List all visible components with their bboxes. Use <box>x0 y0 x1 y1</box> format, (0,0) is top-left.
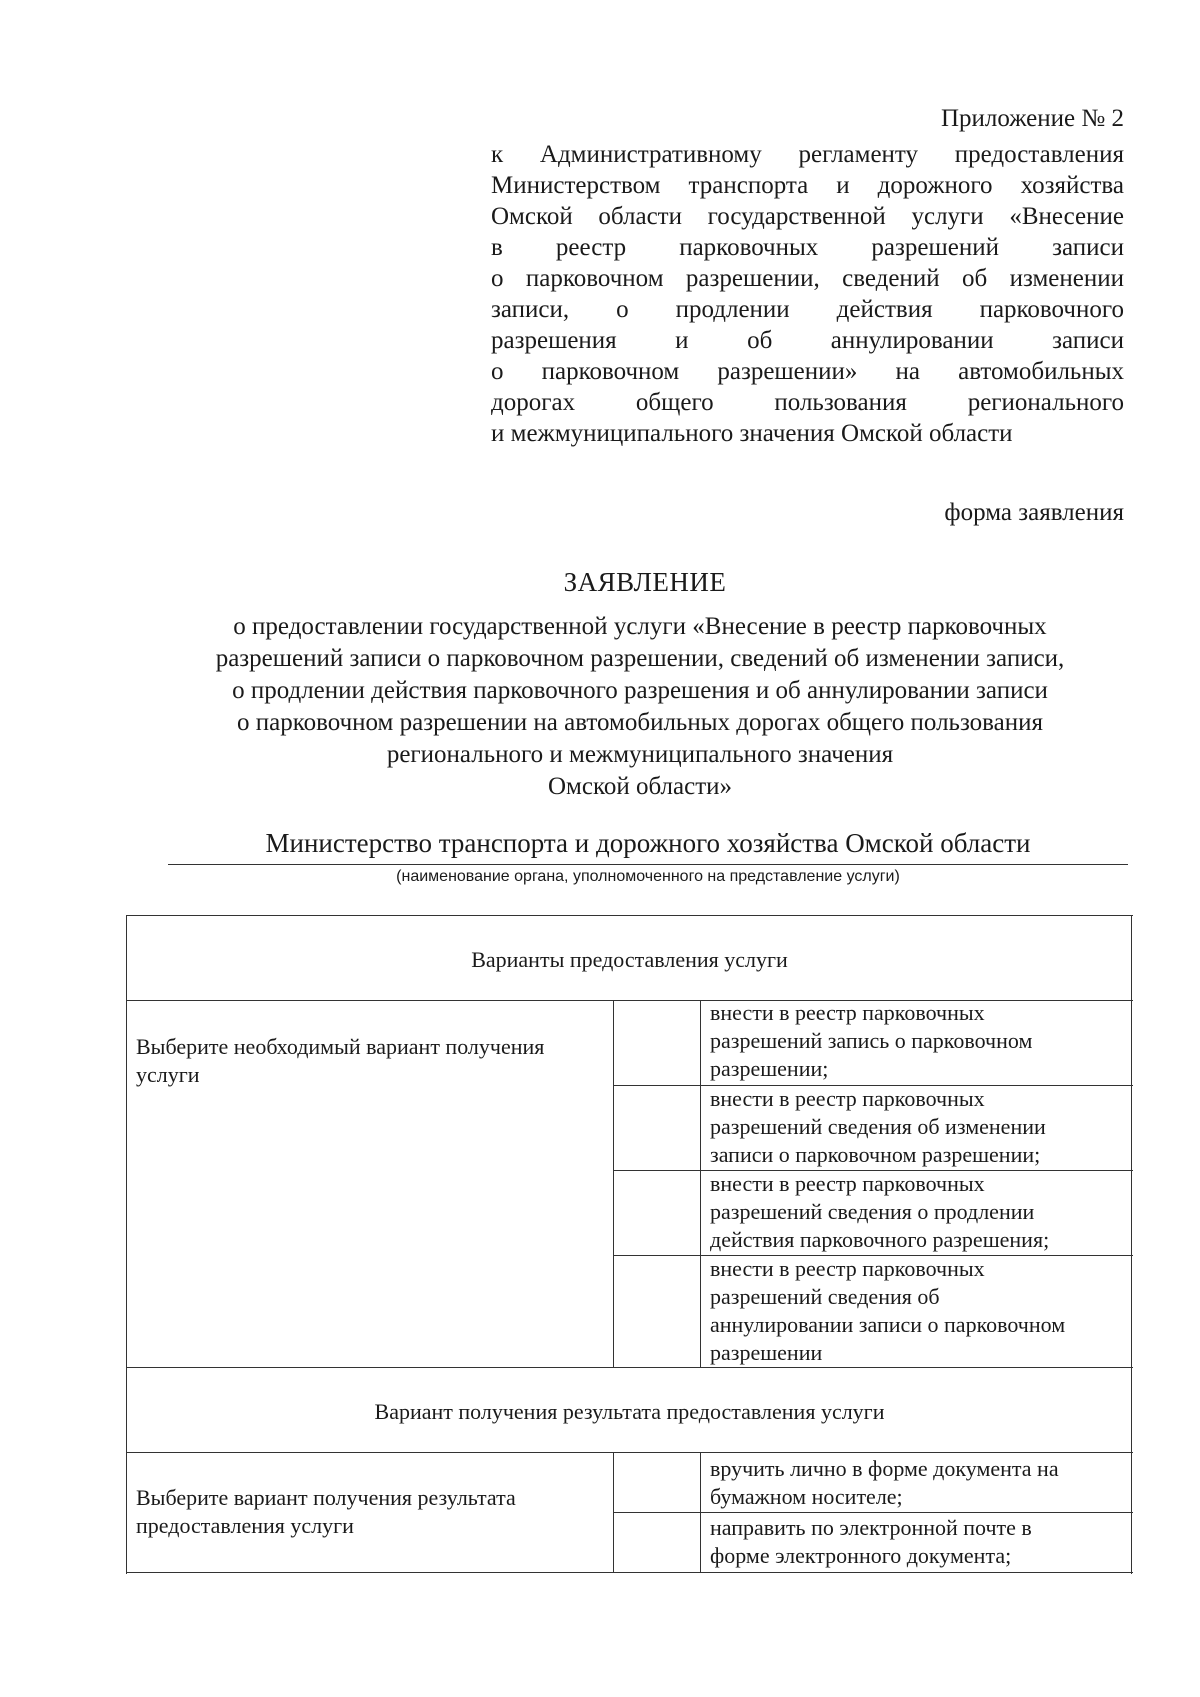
service-variant-checkbox[interactable] <box>614 1086 700 1169</box>
appendix-line: о парковочном разрешении» на автомобильных <box>491 358 1124 385</box>
service-variant-checkbox[interactable] <box>614 1171 700 1254</box>
service-variant-option: внести в реестр парковочных разрешений сведения об аннулировании записи о парковочном разрешении <box>710 1256 1066 1365</box>
appendix-line: к Административному регламенту предоставления <box>491 141 1124 168</box>
subtitle-line: регионального и межмуниципального значения <box>386 741 894 768</box>
table-border-bottom <box>126 1572 1133 1573</box>
service-variant-option: внести в реестр парковочных разрешений запись о парковочном разрешении; <box>710 1000 1033 1081</box>
subtitle-line: о продлении действия парковочного разрешения и об аннулировании записи <box>232 677 1048 704</box>
appendix-line: разрешения и об аннулировании записи <box>491 327 1124 354</box>
table-border-left <box>126 915 127 1574</box>
service-variant-label: Выберите необходимый вариант получения услуги <box>136 1034 545 1087</box>
service-variant-option: внести в реестр парковочных разрешений сведения об изменении записи о парковочном разрешении; <box>710 1086 1046 1167</box>
appendix-number: Приложение № 2 <box>940 105 1124 132</box>
subtitle-line: Омской области» <box>547 773 733 800</box>
service-variant-option: внести в реестр парковочных разрешений сведения о продлении действия парковочного разрешения; <box>710 1171 1050 1252</box>
document-title: ЗАЯВЛЕНИЕ <box>563 567 727 597</box>
subtitle-line: о предоставлении государственной услуги «Внесение в реестр парковочных <box>233 613 1047 640</box>
table-border-top <box>126 915 1133 916</box>
appendix-line: о парковочном разрешении, сведений об изменении <box>491 265 1124 292</box>
appendix-line: дорогах общего пользования регионального <box>491 389 1124 416</box>
subtitle-line: о парковочном разрешении на автомобильных дорогах общего пользования <box>236 709 1044 736</box>
result-variant-option: вручить лично в форме документа на бумажном носителе; <box>710 1456 1059 1509</box>
appendix-reference <box>491 139 1124 449</box>
subtitle-line: разрешений записи о парковочном разрешении, сведений об изменении записи, <box>215 645 1065 672</box>
section-header-service-variants: Варианты предоставления услуги <box>471 947 788 972</box>
table-border-right <box>1131 915 1132 1574</box>
appendix-line: в реестр парковочных разрешений записи <box>491 234 1124 261</box>
authority-caption: (наименование органа, уполномоченного на представление услуги) <box>396 868 900 885</box>
table-divider <box>700 1000 701 1367</box>
result-variant-checkbox[interactable] <box>614 1513 700 1571</box>
form-label: форма заявления <box>944 499 1124 526</box>
document-subtitle <box>140 611 1140 803</box>
authority-underline <box>168 864 1128 865</box>
section-header-result-variants: Вариант получения результата предоставления услуги <box>374 1399 885 1424</box>
appendix-line: и межмуниципального значения Омской области <box>491 420 1013 447</box>
appendix-line: записи, о продлении действия парковочного <box>491 296 1124 323</box>
result-variant-label: Выберите вариант получения результата предоставления услуги <box>136 1485 516 1538</box>
service-options-table <box>126 915 1133 1574</box>
service-variant-checkbox[interactable] <box>614 1001 700 1084</box>
result-variant-option: направить по электронной почте в форме электронного документа; <box>710 1515 1032 1568</box>
service-variant-checkbox[interactable] <box>614 1256 700 1366</box>
appendix-line: Министерством транспорта и дорожного хозяйства <box>491 172 1124 199</box>
result-variant-checkbox[interactable] <box>614 1453 700 1511</box>
appendix-line: Омской области государственной услуги «Внесение <box>491 203 1124 230</box>
table-divider <box>126 1367 1133 1368</box>
authority-name: Министерство транспорта и дорожного хозяйства Омской области <box>265 828 1031 858</box>
